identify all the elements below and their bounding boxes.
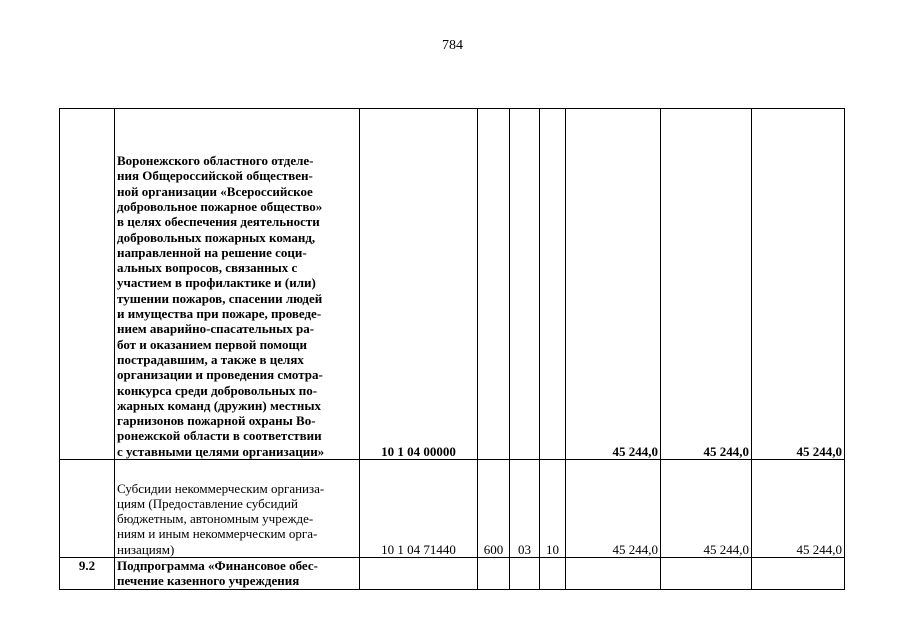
description-text: Субсидии некоммерческим организа- циям (Предоставление субсидий бюджетным, автономным учрежде- ниям и иным некоммерческим орга- низациям) <box>117 480 325 557</box>
subsection-code: 10 <box>540 460 566 558</box>
expense-type: 600 <box>478 460 510 558</box>
target-article-code: 10 1 04 00000 <box>360 109 478 460</box>
row-number <box>60 460 115 558</box>
description-text: Подпрограмма «Финансовое обес- печение казенного учреждения <box>117 558 318 589</box>
row-number <box>60 109 115 460</box>
target-article-code: 10 1 04 71440 <box>360 460 478 558</box>
row-number: 9.2 <box>60 558 115 590</box>
subsection-code <box>540 109 566 460</box>
table-row <box>60 109 845 460</box>
section-code <box>510 109 540 460</box>
amount-year-2 <box>661 558 752 590</box>
expense-type <box>478 558 510 590</box>
table-row <box>60 558 845 590</box>
target-article-code <box>360 558 478 590</box>
amount-year-1: 45 244,0 <box>566 109 661 460</box>
row-description <box>115 460 360 558</box>
amount-year-3: 45 244,0 <box>752 460 845 558</box>
amount-year-3 <box>752 558 845 590</box>
budget-table <box>59 108 845 590</box>
amount-year-3: 45 244,0 <box>752 109 845 460</box>
amount-year-2: 45 244,0 <box>661 460 752 558</box>
row-description <box>115 109 360 460</box>
expense-type <box>478 109 510 460</box>
amount-year-1: 45 244,0 <box>566 460 661 558</box>
page-number: 784 <box>442 38 463 53</box>
amount-year-1 <box>566 558 661 590</box>
table-row <box>60 460 845 558</box>
section-code: 03 <box>510 460 540 558</box>
subsection-code <box>540 558 566 590</box>
row-description <box>115 558 360 590</box>
description-text: Воронежского областного отделе- ния Общероссийской обществен- ной организации «Всероссийское добровольное пожарное общество» в целях обеспечения деятельности добровольных пожарных команд, направленной на решение соци- альных вопросов, связанных с участием в профилактике и (или) тушении пожаров, спасении людей и имущества при пожаре, проведе- нием аварийно-спасательных ра- бот и оказанием первой помощи пострадавшим, а также в целях организации и проведения смотра- конкурса среди добровольных по- жарных команд (дружин) местных гарнизонов пожарной охраны Во- ронежской области в соответствии с уставными целями организации» <box>117 153 325 459</box>
amount-year-2: 45 244,0 <box>661 109 752 460</box>
section-code <box>510 558 540 590</box>
